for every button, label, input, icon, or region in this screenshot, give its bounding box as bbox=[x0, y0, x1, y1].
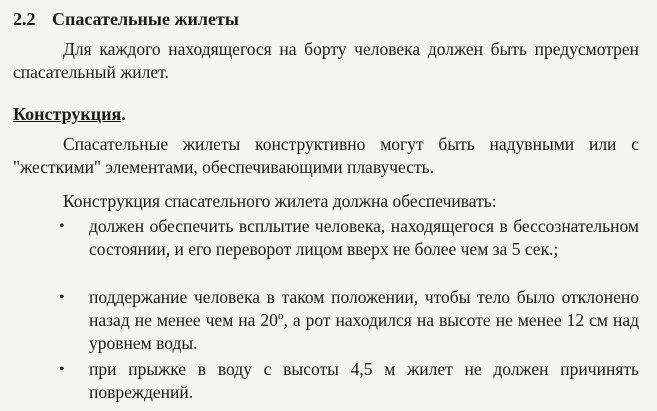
degree-superscript: o bbox=[277, 310, 284, 323]
list-item-text: при прыжке в воду с высоты 4,5 м жилет не должен причинять повреждений. bbox=[89, 359, 639, 402]
list-item bbox=[59, 215, 639, 261]
list-item-text: должен обеспечить всплытие человека, находящегося в бессознательном состоянии, и его переворот лицом вверх не более чем за 5 сек.; bbox=[89, 216, 639, 259]
requirements-lead: Конструкция спасательного жилета должна обеспечивать: bbox=[63, 191, 497, 211]
list-item bbox=[59, 286, 639, 355]
intro-paragraph: Для каждого находящегося на борту человека должен быть предусмотрен спасательный жилет. bbox=[13, 39, 639, 82]
bullet-icon: • bbox=[59, 289, 65, 306]
list-item bbox=[59, 358, 639, 404]
section-title: Спасательные жилеты bbox=[52, 9, 239, 29]
list-item-text bbox=[89, 286, 639, 355]
list-item-text-part: , а рот находился на высоте не менее 12 см над уровнем воды. bbox=[89, 310, 639, 353]
bullet-icon: • bbox=[59, 218, 65, 235]
subsection-trailing: . bbox=[121, 104, 126, 124]
section-number: 2.2 bbox=[13, 9, 36, 29]
list-item-text-part: поддержание человека в таком положении, чтобы тело было отклонено назад не менее чем на 20 bbox=[89, 287, 639, 330]
construction-paragraph: Спасательные жилеты конструктивно могут быть надувными или с "жесткими" элементами, обеспечивающими плавучесть. bbox=[13, 134, 639, 177]
subsection-title: Конструкция bbox=[13, 104, 122, 124]
section-heading bbox=[13, 9, 239, 30]
subsection-heading bbox=[13, 104, 126, 125]
bullet-icon: • bbox=[59, 361, 65, 378]
